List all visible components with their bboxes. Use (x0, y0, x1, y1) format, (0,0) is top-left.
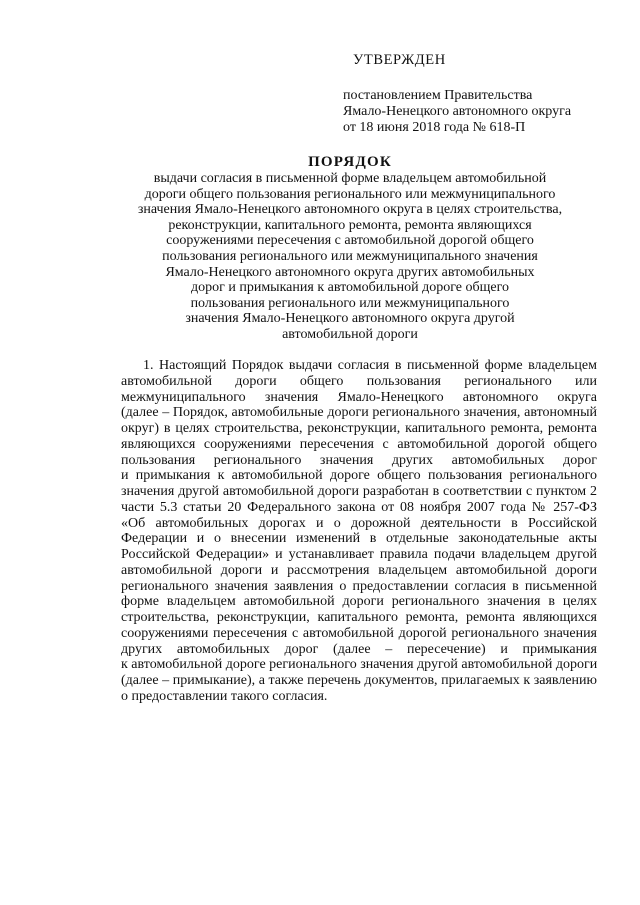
paragraph-line: части 5.3 статьи 20 Федерального закона от 08 ноября 2007 года № 257-ФЗ (121, 499, 597, 515)
approval-heading: УТВЕРЖДЕН (353, 52, 446, 68)
paragraph-line: (далее – Порядок, автомобильные дороги регионального значения, автономный (121, 405, 597, 421)
paragraph-line: других автомобильных дорог (далее – пересечение) и примыкания (121, 641, 597, 657)
approval-line: от 18 июня 2018 года № 618-П (343, 120, 526, 135)
paragraph-line: значения другой автомобильной дороги разработан в соответствии с пунктом 2 (121, 484, 597, 499)
subtitle-line: реконструкции, капитального ремонта, ремонта являющихся (168, 217, 532, 233)
paragraph-line: «Об автомобильных дорогах и о дорожной деятельности в Российской (121, 515, 597, 531)
approval-block (343, 52, 603, 136)
approval-line: Ямало-Ненецкого автономного округа (343, 104, 572, 119)
paragraph-line: межмуниципального значения Ямало-Ненецкого автономного округа (121, 389, 597, 405)
subtitle-line: дорог и примыкания к автомобильной дороге общего (190, 280, 509, 296)
paragraph-line: округ) в целях строительства, реконструкции, капитального ремонта, ремонта (121, 421, 597, 436)
paragraph-line: регионального значения заявления о предоставлении согласия в письменной (121, 578, 597, 594)
paragraph-line: являющихся сооружениями пересечения с автомобильной дорогой общего (121, 436, 597, 452)
subtitle-line: пользования регионального или межмуниципального значения (162, 248, 538, 264)
paragraph-line: строительства, реконструкции, капитального ремонта, ремонта являющихся (121, 610, 597, 625)
paragraph-1 (121, 358, 597, 705)
subtitle-line: значения Ямало-Ненецкого автономного округа другой (185, 311, 515, 327)
subtitle-line: выдачи согласия в письменной форме владельцем автомобильной (153, 171, 547, 186)
paragraph-line: и примыкания к автомобильной дороге общего пользования регионального (121, 468, 597, 484)
subtitle-line: значения Ямало-Ненецкого автономного округа в целях строительства, (137, 202, 563, 218)
subtitle-line: пользования регионального или межмуниципального (190, 295, 510, 311)
paragraph-line: Российской Федерации» и устанавливает правила подачи владельцем другой (121, 547, 597, 562)
paragraph-line: сооружениями пересечения с автомобильной дорогой регионального значения (121, 625, 597, 641)
paragraph-line: 1. Настоящий Порядок выдачи согласия в письменной форме владельцем (143, 358, 597, 373)
paragraph-line: пользования регионального значения других автомобильных дорог (121, 452, 597, 468)
paragraph-line: (далее – примыкание), а также перечень документов, прилагаемых к заявлению (121, 673, 597, 688)
approval-line: постановлением Правительства (343, 88, 533, 103)
subtitle-line: автомобильной дороги (282, 326, 418, 342)
paragraph-line: форме владельцем автомобильной дороги регионального значения в целях (121, 594, 597, 610)
paragraph-line: о предоставлении такого согласия. (121, 688, 328, 704)
subtitle-line: дороги общего пользования регионального или межмуниципального (144, 186, 556, 202)
subtitle-line: сооружениями пересечения с автомобильной дорогой общего (166, 233, 534, 249)
paragraph-line: к автомобильной дороге регионального значения другой автомобильной дороги (121, 657, 598, 673)
paragraph-line: автомобильной дороги общего пользования регионального или (121, 373, 597, 389)
paragraph-line: Федерации и о внесении изменений в отдельные законодательные акты (121, 531, 597, 547)
document-title: ПОРЯДОК (308, 154, 392, 170)
subtitle-line: Ямало-Ненецкого автономного округа других автомобильных (165, 264, 535, 280)
document-title-block (100, 154, 600, 343)
paragraph-line: автомобильной дороги и рассмотрения владельцем автомобильной дороги (121, 562, 597, 578)
